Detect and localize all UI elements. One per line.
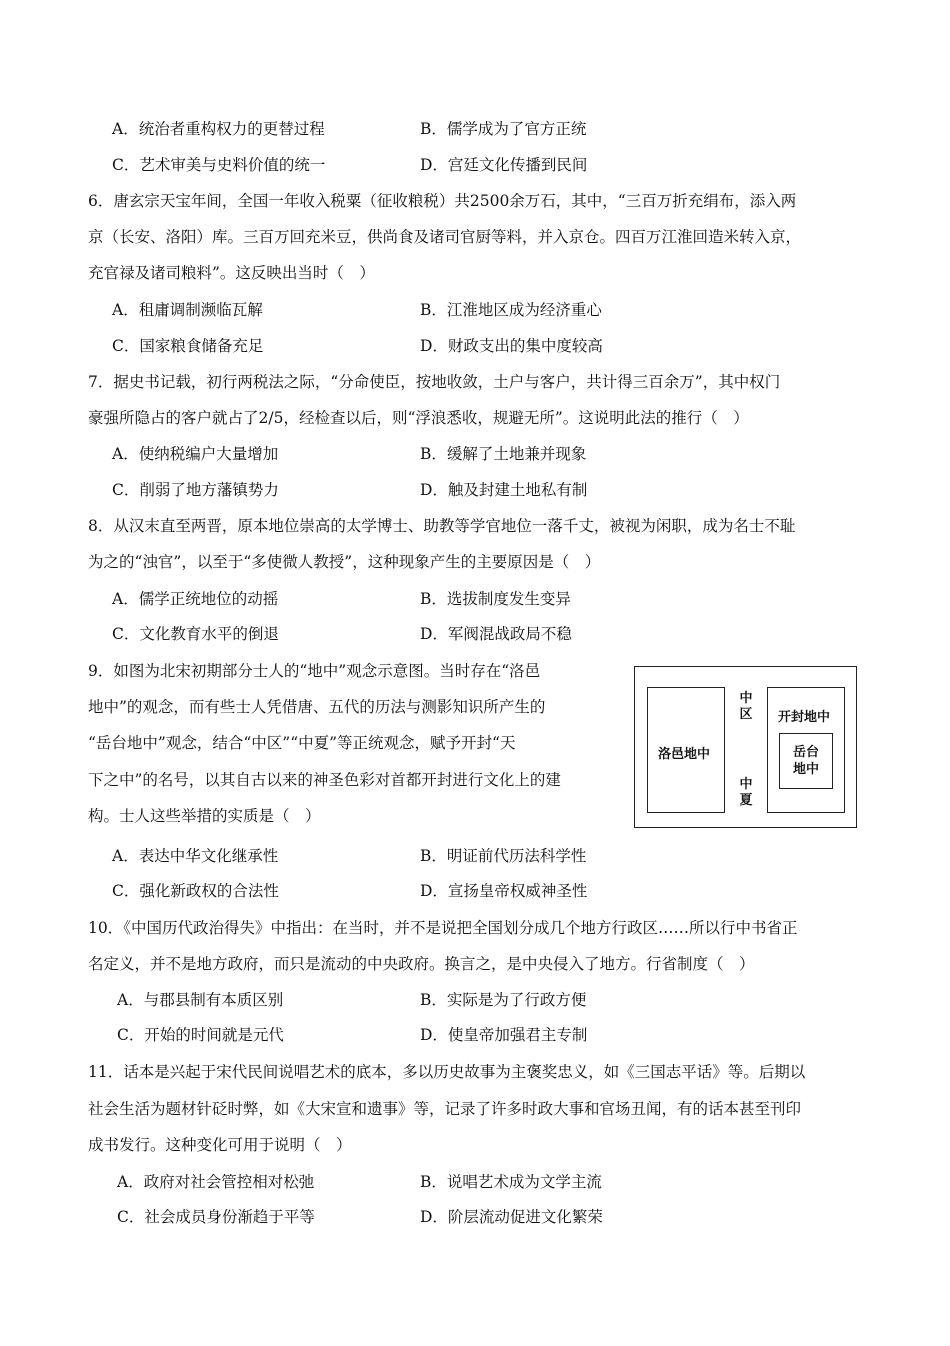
q6-option-d[interactable]: D．财政支出的集中度较高	[420, 337, 603, 355]
q8-option-d[interactable]: D．军阀混战政局不稳	[420, 625, 572, 643]
q7-option-a[interactable]: A．使纳税编户大量增加	[112, 445, 279, 463]
q9-option-a[interactable]: A．表达中华文化继承性	[112, 847, 279, 865]
yuetai-box	[779, 733, 833, 789]
q5-option-a[interactable]: A．统治者重构权力的更替过程	[112, 120, 325, 138]
q8-option-a[interactable]: A．儒学正统地位的动摇	[112, 590, 279, 608]
q11-stem-line: 社会生活为题材针砭时弊，如《大宋宣和遗事》等，记录了许多时政大事和官场丑闻，有的话本甚至刊印	[88, 1100, 802, 1118]
q9-stem-line: “岳台地中”观念，结合“中区”“中夏”等正统观念，赋予开封“天	[88, 734, 516, 752]
q11-option-c[interactable]: C．社会成员身份渐趋于平等	[117, 1208, 315, 1226]
q6-option-a[interactable]: A．租庸调制濒临瓦解	[112, 301, 263, 319]
q8-stem-line: 8．从汉末直至两晋，原本地位崇高的太学博士、助教等学官地位一落千丈，被视为闲职，成为名士不耻	[88, 517, 796, 535]
q7-option-d[interactable]: D．触及封建土地私有制	[420, 481, 588, 499]
q10-option-d[interactable]: D．使皇帝加强君主专制	[420, 1026, 588, 1044]
q10-option-c[interactable]: C．开始的时间就是元代	[117, 1026, 284, 1044]
kaifeng-box	[767, 687, 845, 813]
earth-center-diagram	[634, 666, 857, 828]
q6-option-c[interactable]: C．国家粮食储备充足	[112, 337, 264, 355]
zhongqu-label: 中区	[739, 691, 753, 722]
q8-stem-line: 为之的“浊官”，以至于“多使微人教授”，这种现象产生的主要原因是（ ）	[88, 553, 601, 571]
q5-option-d[interactable]: D．宫廷文化传播到民间	[420, 156, 588, 174]
luoyi-box	[647, 687, 725, 813]
q10-stem-line: 名定义，并不是地方政府，而只是流动的中央政府。换言之，是中央侵入了地方。行省制度（ ）	[88, 955, 755, 973]
q9-option-d[interactable]: D．宣扬皇帝权威神圣性	[420, 882, 588, 900]
q6-stem-line: 6．唐玄宗天宝年间，全国一年收入税粟（征收粮税）共2500余万石，其中，“三百万折充绢布，添入两	[88, 192, 797, 210]
q7-stem-line: 豪强所隐占的客户就占了2/5，经检查以后，则“浮浪悉收，规避无所”。这说明此法的推行（ ）	[88, 409, 749, 427]
q9-stem-line: 地中”的观念，而有些士人凭借唐、五代的历法与测影知识所产生的	[88, 698, 546, 716]
q10-option-b[interactable]: B．实际是为了行政方便	[420, 991, 587, 1009]
q11-stem-line: 11．话本是兴起于宋代民间说唱艺术的底本，多以历史故事为主褒奖忠义，如《三国志平话》等。后期以	[88, 1063, 806, 1081]
q5-option-b[interactable]: B．儒学成为了官方正统	[420, 120, 587, 138]
q11-option-b[interactable]: B．说唱艺术成为文学主流	[420, 1173, 602, 1191]
q6-stem-line: 京（长安、洛阳）库。三百万回充米豆，供尚食及诸司官厨等料，并入京仓。四百万江淮回造米转入京，	[88, 228, 802, 246]
q11-stem-line: 成书发行。这种变化可用于说明（ ）	[88, 1136, 352, 1154]
q11-option-d[interactable]: D．阶层流动促进文化繁荣	[420, 1208, 603, 1226]
q7-option-c[interactable]: C．削弱了地方藩镇势力	[112, 481, 279, 499]
kaifeng-label: 开封地中	[778, 710, 831, 725]
q6-stem-line: 充官禄及诸司粮料”。这反映出当时（ ）	[88, 264, 375, 282]
q9-stem-line: 构。士人这些举措的实质是（ ）	[88, 807, 321, 825]
q8-option-c[interactable]: C．文化教育水平的倒退	[112, 625, 279, 643]
q7-option-b[interactable]: B．缓解了土地兼并现象	[420, 445, 587, 463]
q9-option-c[interactable]: C．强化新政权的合法性	[112, 882, 279, 900]
yuetai-label: 岳台地中	[792, 745, 819, 777]
q10-stem-line: 10．《中国历代政治得失》中指出：在当时，并不是说把全国划分成几个地方行政区……所以行中书省正	[88, 919, 798, 937]
q9-stem-line: 下之中”的名号，以其自古以来的神圣色彩对首都开封进行文化上的建	[88, 771, 561, 789]
luoyi-label: 洛邑地中	[658, 747, 711, 762]
q11-option-a[interactable]: A．政府对社会管控相对松弛	[117, 1173, 315, 1191]
q10-option-a[interactable]: A．与郡县制有本质区别	[117, 991, 284, 1009]
q5-option-c[interactable]: C．艺术审美与史料价值的统一	[112, 156, 326, 174]
q7-stem-line: 7．据史书记载，初行两税法之际，“分命使臣，按地收敛，土户与客户，共计得三百余万”，其中权门	[88, 373, 781, 391]
q6-option-b[interactable]: B．江淮地区成为经济重心	[420, 301, 602, 319]
q9-option-b[interactable]: B．明证前代历法科学性	[420, 847, 587, 865]
q9-stem-line: 9．如图为北宋初期部分士人的“地中”观念示意图。当时存在“洛邑	[88, 662, 541, 680]
zhongxia-label: 中夏	[739, 777, 753, 808]
q8-option-b[interactable]: B．选拔制度发生变异	[420, 590, 571, 608]
